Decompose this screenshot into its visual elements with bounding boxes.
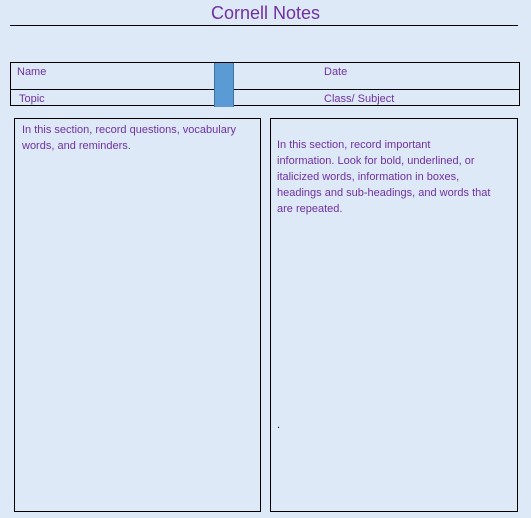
header-table xyxy=(10,62,520,106)
header-accent-block xyxy=(214,63,234,107)
topic-label: Topic xyxy=(19,93,45,105)
stray-period: . xyxy=(277,419,281,431)
date-label: Date xyxy=(324,66,348,78)
cue-column-instructions: In this section, record questions, vocabulary words, and reminders. xyxy=(22,124,237,152)
header-row-divider xyxy=(11,89,519,90)
cue-column-box xyxy=(14,118,261,512)
title-underline xyxy=(10,25,518,26)
notes-column-box xyxy=(270,118,518,512)
notes-column-instructions: In this section, record important information. Look for bold, underlined, or italicized words, information in boxes, headings and sub-headings, and words that are repeated. xyxy=(277,139,491,215)
class-subject-label: Class/ Subject xyxy=(324,93,395,105)
page-title: Cornell Notes xyxy=(210,3,321,23)
name-label: Name xyxy=(17,66,47,78)
